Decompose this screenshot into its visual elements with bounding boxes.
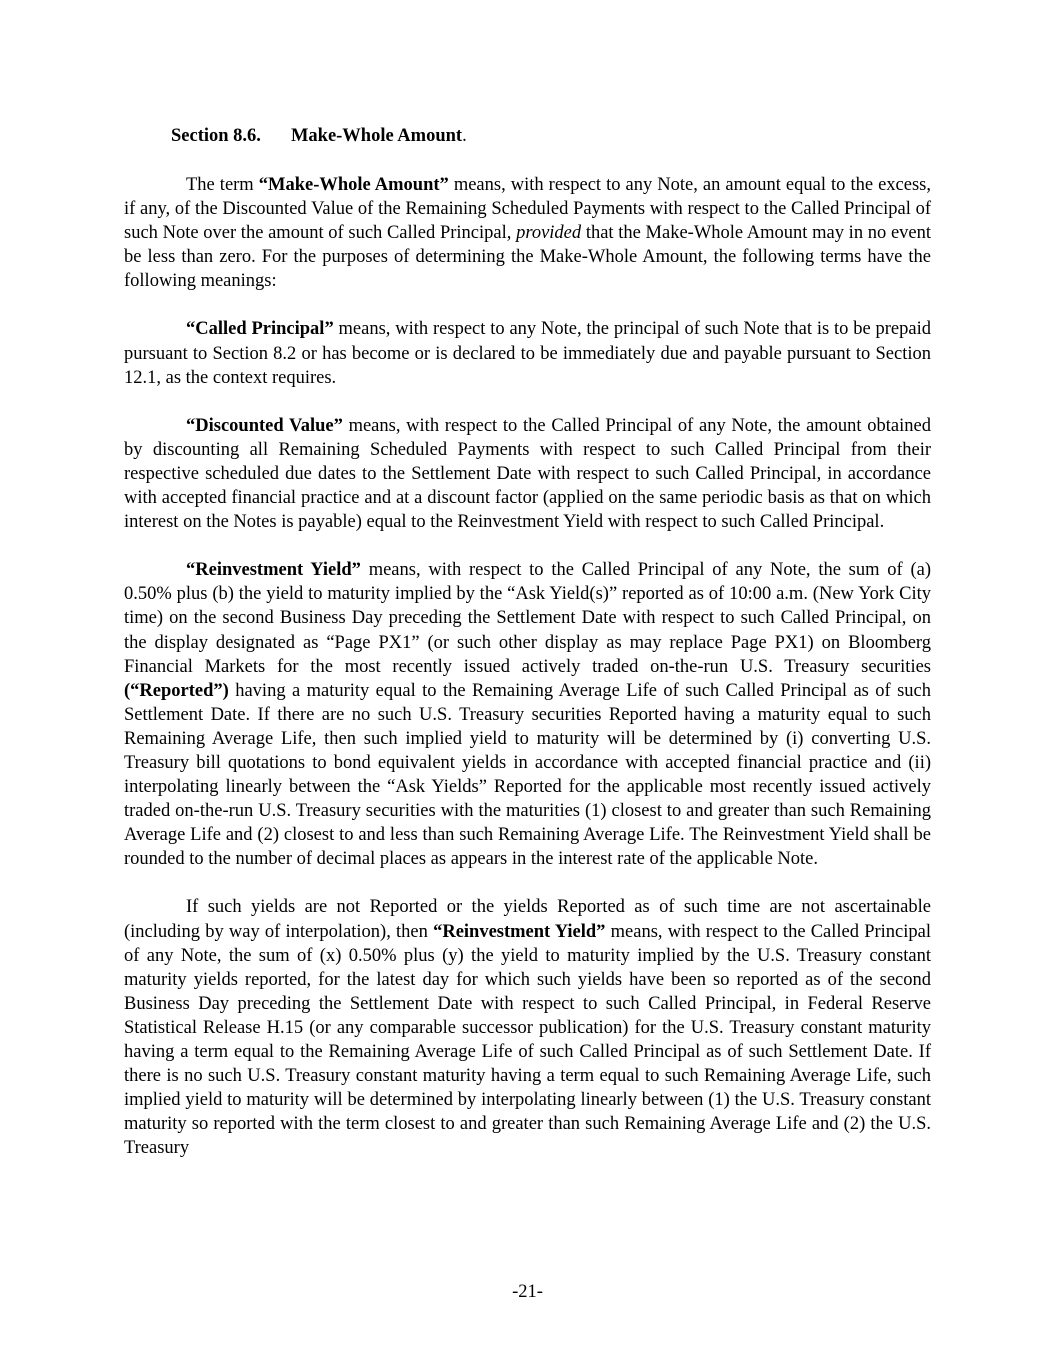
- p5-post: means, with respect to the Called Principal of any Note, the sum of (x) 0.50% plus (y) the yield to maturity implied by the U.S. Treasury constant maturity yields reported, for the latest day for which such yields have been so reported as of the second Business Day preceding the Settlement Date with respect to such Called Principal, in Federal Reserve Statistical Release H.15 (or any comparable successor publication) for the U.S. Treasury constant maturity having a term equal to the Remaining Average Life of such Called Principal as of such Settlement Date. If there is no such U.S. Treasury constant maturity having a term equal to such Remaining Average Life, such implied yield to maturity will be determined by interpolating linearly between (1) the U.S. Treasury constant maturity so reported with the term closest to and greater than such Remaining Average Life and (2) the U.S. Treasury: [124, 921, 931, 1159]
- paragraph-reinvestment-yield: [124, 558, 931, 871]
- emphasis-provided: provided: [516, 223, 582, 244]
- p2-text: means, with respect to any Note, the principal of such Note that is to be prepaid pursuant to Section 8.2 or has become or is declared to be immediately due and payable pursuant to Section 12.1, as the context requires.: [124, 319, 931, 388]
- section-number: Section 8.6.: [171, 126, 261, 146]
- defined-term-reported: (“Reported”): [124, 680, 229, 701]
- p3-text: means, with respect to the Called Principal of any Note, the amount obtained by discounting all Remaining Scheduled Payments with respect to such Called Principal from their respective scheduled due dates to the Settlement Date with respect to such Called Principal, in accordance with accepted financial practice and at a discount factor (applied on the same periodic basis as that on which interest on the Notes is payable) equal to the Reinvestment Yield with respect to such Called Principal.: [124, 415, 931, 533]
- p1-mid: means, with respect to any Note, an amount equal to the excess, if any, of the Discounted Value of the Remaining Scheduled Payments with respect to the Called Principal of such Note over the amount of such Called Principal,: [124, 175, 932, 244]
- page-number: -21-: [512, 1282, 543, 1302]
- defined-term-make-whole-amount: “Make-Whole Amount”: [258, 175, 449, 195]
- defined-term-called-principal: “Called Principal”: [186, 319, 334, 340]
- paragraph-discounted-value: [124, 414, 931, 534]
- defined-term-discounted-value: “Discounted Value”: [186, 415, 343, 436]
- p4-text2: having a maturity equal to the Remaining Average Life of such Called Principal as of such Settlement Date. If there are no such U.S. Treasury securities Reported having a maturity equal to such Remaining Average Life, then such implied yield to maturity will be determined by (i) converting U.S. Treasury bill quotations to bond equivalent yields in accordance with accepted financial practice and (ii) interpolating linearly between the “Ask Yields” Reported for the applicable most recently issued actively traded on-the-run U.S. Treasury securities with the maturities (1) closest to and greater than such Remaining Average Life and (2) closest to and less than such Remaining Average Life. The Reinvestment Yield shall be rounded to the number of decimal places as appears in the interest rate of the applicable Note.: [124, 680, 931, 870]
- section-title-punct: .: [462, 126, 467, 146]
- defined-term-reinvestment-yield: “Reinvestment Yield”: [186, 560, 361, 581]
- p1-post: that the Make-Whole Amount may in no event be less than zero. For the purposes of determining the Make-Whole Amount, the following terms have the following meanings:: [124, 223, 931, 292]
- p5-pre: If such yields are not Reported or the yields Reported as of such time are not ascertainable (including by way of interpolation), then: [124, 897, 931, 942]
- p1-pre: The term: [186, 175, 259, 195]
- p4-text1: means, with respect to the Called Principal of any Note, the sum of (a) 0.50% plus (b) the yield to maturity implied by the “Ask Yield(s)” reported as of 10:00 a.m. (New York City time) on the second Business Day preceding the Settlement Date with respect to such Called Principal, on the display designated as “Page PX1” (or such other display as may replace Page PX1) on Bloomberg Financial Markets for the most recently issued actively traded on-the-run U.S. Treasury securities: [124, 560, 931, 677]
- section-heading: [171, 124, 931, 148]
- section-title: Make-Whole Amount: [290, 126, 463, 146]
- paragraph-called-principal: [124, 317, 931, 389]
- defined-term-reinvestment-yield-2: “Reinvestment Yield”: [433, 921, 606, 942]
- paragraph-make-whole-amount: [124, 173, 931, 293]
- paragraph-reinvestment-yield-fallback: [124, 895, 931, 1160]
- document-page: [124, 124, 931, 1160]
